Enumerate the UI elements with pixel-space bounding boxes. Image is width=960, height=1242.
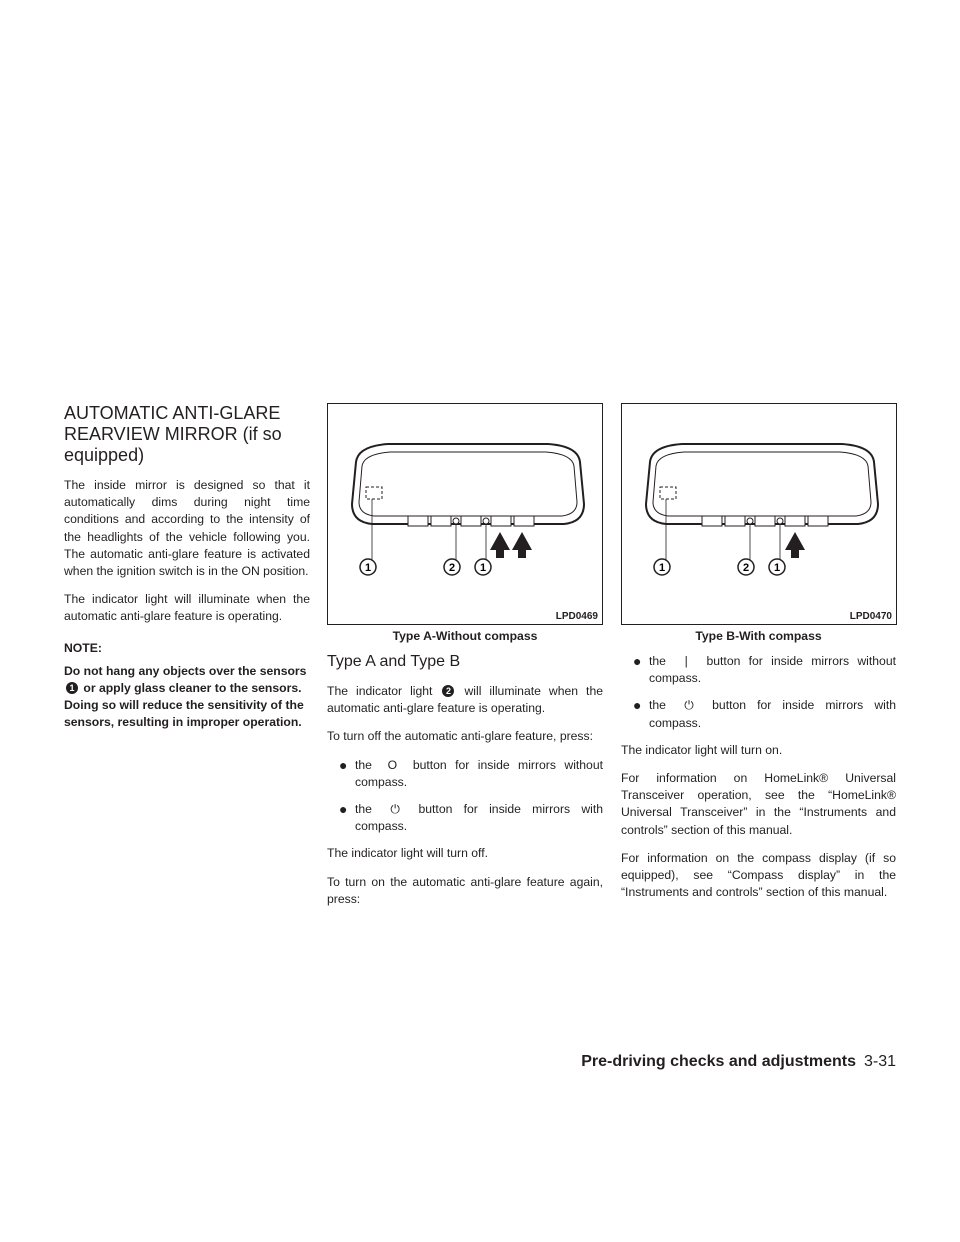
bullet-item: ● the ⏻ button for inside mirrors with compass. [339, 801, 604, 834]
callout-marker: 1 [66, 682, 78, 694]
bullet-item: ● the | button for inside mirrors without compass. [633, 653, 896, 686]
bullet-icon: ● [633, 697, 642, 714]
mirror-button-on-icon: | [684, 654, 688, 668]
turn-off-paragraph: To turn off the automatic anti-glare feature, press: [327, 729, 594, 744]
callout-marker: 2 [442, 685, 454, 697]
callout-label: 1 [773, 562, 781, 574]
indicator-light-paragraph: The indicator light 2 will illuminate when the automatic anti-glare feature is operating. [327, 684, 603, 716]
turn-off-result: The indicator light will turn off. [327, 846, 488, 861]
column-left [64, 403, 310, 743]
page-footer [560, 1053, 896, 1071]
mirror-button-off-icon: O [387, 757, 398, 772]
figure-type-a [327, 403, 603, 625]
page-number: 3-31 [863, 1053, 896, 1070]
bullet-item: ● the ⏻ button for inside mirrors with compass. [633, 697, 897, 730]
chapter-title: Pre-driving checks and adjustments [581, 1053, 856, 1070]
power-icon: ⏻ [684, 698, 694, 713]
bullet-icon: ● [339, 756, 348, 773]
figure-code: LPD0469 [555, 611, 598, 622]
note-heading: NOTE: [64, 640, 102, 655]
homelink-paragraph: For information on HomeLink® Universal Transceiver operation, see the “HomeLink® Universal Transceiver” in the “Instruments and controls” section of this manual. [621, 771, 896, 837]
indicator-paragraph: The indicator light will illuminate when the automatic anti-glare feature is operating. [64, 592, 310, 624]
figure-type-b [621, 403, 897, 625]
bullet-icon: ● [633, 653, 642, 669]
callout-label: 1 [658, 562, 666, 574]
subheading: Type A and Type B [327, 653, 461, 670]
figure-caption: Type A-Without compass [392, 629, 538, 643]
column-right [621, 403, 896, 912]
note-text: Do not hang any objects over the sensors 1 or apply glass cleaner to the sensors. Doing so will reduce the sensitivity of the sensors, resulting in improper operation. [64, 663, 307, 730]
column-middle [327, 403, 603, 919]
figure-code: LPD0470 [849, 611, 892, 622]
callout-label: 2 [742, 562, 750, 574]
callout-label: 1 [479, 562, 487, 574]
turn-on-paragraph: To turn on the automatic anti-glare feature again, press: [327, 874, 603, 906]
section-title: AUTOMATIC ANTI-GLARE REARVIEW MIRROR (if so equipped) [64, 403, 282, 465]
callout-label: 2 [448, 562, 456, 574]
intro-paragraph: The inside mirror is designed so that it automatically dims during night time conditions and according to the intensity of the headlights of the vehicle following you. The automatic anti-glare feature is activated when the ignition switch is in the ON position. [64, 478, 310, 579]
compass-paragraph: For information on the compass display (if so equipped), see “Compass display” in the “Instruments and controls” section of this manual. [621, 850, 896, 900]
figure-caption: Type B-With compass [695, 629, 822, 643]
mirror-illustration-a [328, 404, 604, 626]
mirror-illustration-b [622, 404, 898, 626]
bullet-icon: ● [339, 801, 348, 818]
callout-label: 1 [364, 562, 372, 574]
bullet-item: ● the O button for inside mirrors without compass. [339, 756, 604, 789]
power-icon: ⏻ [390, 802, 401, 817]
turn-on-result: The indicator light will turn on. [621, 742, 783, 757]
